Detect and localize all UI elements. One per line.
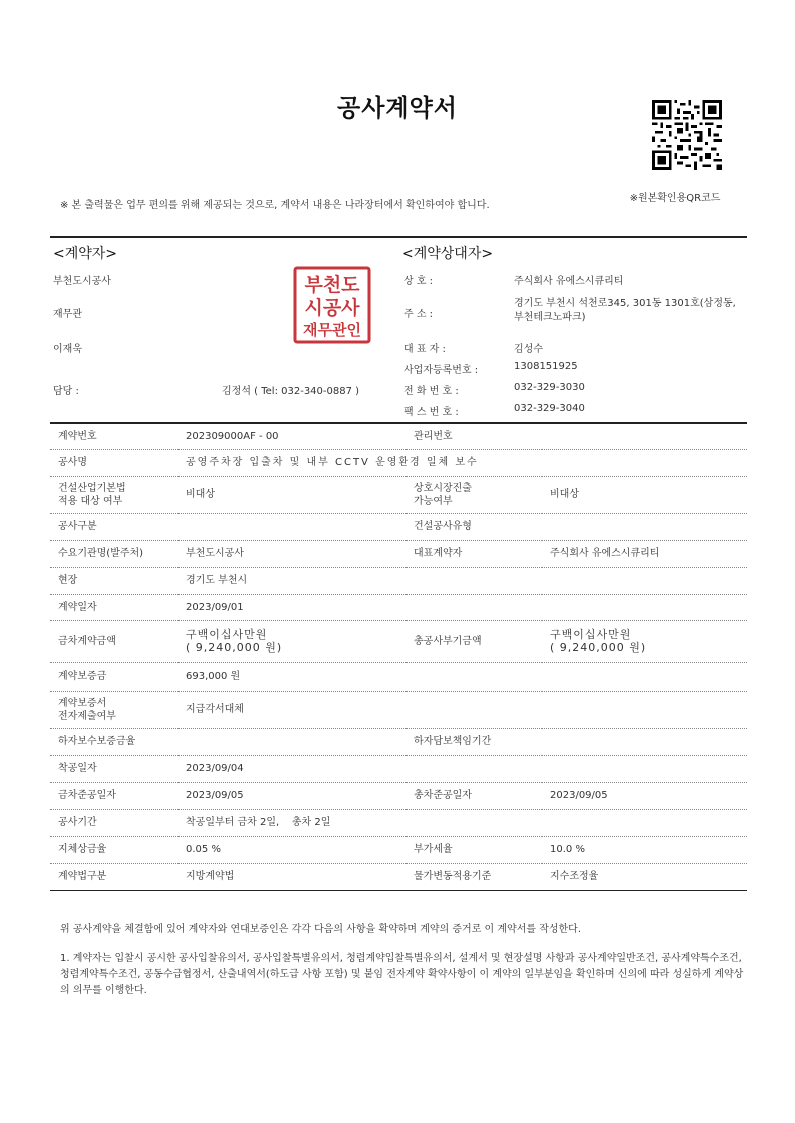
row-value [178, 513, 406, 540]
row-value [542, 809, 747, 836]
qr-label: ※원본확인용QR코드 [629, 193, 721, 204]
row-value: 2023/09/05 [178, 782, 406, 809]
row-label: 대표계약자 [406, 540, 542, 567]
row-value [178, 728, 406, 755]
row-label: 하자담보책임기간 [406, 728, 542, 755]
agreement-statement: 위 공사계약을 체결함에 있어 계약자와 연대보증인은 각각 다음의 사항을 확약하며 계약의 증거로 이 계약서를 작성한다. [60, 924, 582, 935]
row-value: 0.05 % [178, 836, 406, 863]
table-row [50, 476, 747, 513]
row-value: 비대상 [178, 476, 406, 513]
row-label: 하자보수보증금율 [50, 728, 178, 755]
row-label: 관리번호 [406, 424, 542, 449]
row-label: 건설공사유형 [406, 513, 542, 540]
cp-label-phone: 전 화 번 호 : [404, 386, 459, 397]
row-label: 공사명 [50, 449, 178, 476]
contractor-contact-value: 김정석 ( Tel: 032-340-0887 ) [222, 386, 360, 397]
row-label: 계약법구분 [50, 863, 178, 890]
row-value [542, 728, 747, 755]
row-label [406, 691, 542, 728]
row-label: 수요기관명(발주처) [50, 540, 178, 567]
cp-label-name: 상 호 : [404, 276, 434, 287]
contractor-org: 부천도시공사 [53, 276, 111, 287]
table-row [50, 836, 747, 863]
official-seal [293, 266, 371, 344]
row-label [406, 755, 542, 782]
cp-value-fax: 032-329-3040 [514, 403, 585, 414]
table-row [50, 755, 747, 782]
cp-value-name: 주식회사 유에스시큐리티 [514, 276, 624, 287]
cp-label-ceo: 대 표 자 : [404, 344, 446, 355]
row-label: 금차계약금액 [50, 620, 178, 662]
row-label: 건설산업기본법 적용 대상 여부 [50, 476, 178, 513]
contract-details-table [50, 424, 747, 891]
row-label: 금차준공일자 [50, 782, 178, 809]
row-label: 총차준공일자 [406, 782, 542, 809]
row-value: 지급각서대체 [178, 691, 406, 728]
row-label [406, 594, 542, 620]
row-value: 경기도 부천시 [178, 567, 406, 594]
table-row [50, 513, 747, 540]
svg-text:시공사: 시공사 [304, 297, 360, 319]
cp-label-address: 주 소 : [404, 309, 434, 320]
row-label: 착공일자 [50, 755, 178, 782]
table-row [50, 620, 747, 662]
row-label: 계약보증서 전자제출여부 [50, 691, 178, 728]
row-value: 착공일부터 금차 2일, 총차 2일 [178, 809, 406, 836]
top-divider [50, 236, 747, 238]
cp-label-fax: 팩 스 번 호 : [404, 407, 459, 418]
svg-text:부천도: 부천도 [304, 274, 360, 296]
row-label: 총공사부기금액 [406, 620, 542, 662]
row-label: 계약번호 [50, 424, 178, 449]
table-row [50, 691, 747, 728]
contractor-person: 이재욱 [53, 344, 82, 355]
agreement-clause-1: 1. 계약자는 입찰시 공시한 공사입찰유의서, 공사입찰특별유의서, 청렴계약입찰특별유의서, 설계서 및 현장설명 사항과 공사계약일반조건, 공사계약특수조건, 청렴계약특수조건, 공동수급협정서, 산출내역서(하도급 사항 포함) 및 붙임 전자계약 확약사항이 이 계약의 일부분임을 확인하며 신의에 따라 성실하게 계약상의 의무를 이행한다. [60, 953, 744, 996]
row-value: 주식회사 유에스시큐리티 [542, 540, 747, 567]
row-label [406, 662, 542, 691]
cp-value-phone: 032-329-3030 [514, 382, 585, 393]
table-row [50, 809, 747, 836]
contract-amount: 구백이십사만원 ( 9,240,000 원) [178, 620, 406, 662]
table-row [50, 540, 747, 567]
row-value: 10.0 % [542, 836, 747, 863]
row-label: 공사구분 [50, 513, 178, 540]
row-label: 지체상금율 [50, 836, 178, 863]
row-label [406, 567, 542, 594]
table-row [50, 449, 747, 476]
row-label: 계약일자 [50, 594, 178, 620]
counterparty-heading: <계약상대자> [402, 246, 494, 262]
row-value: 비대상 [542, 476, 747, 513]
row-value [542, 691, 747, 728]
contractor-heading: <계약자> [53, 246, 118, 262]
table-row [50, 863, 747, 890]
cp-value-bizno: 1308151925 [514, 361, 578, 372]
row-value: 2023/09/05 [542, 782, 747, 809]
row-value: 2023/09/01 [178, 594, 406, 620]
project-name: 공영주차장 입출차 및 내부 CCTV 운영환경 일체 보수 [178, 449, 747, 476]
contractor-role: 재무관 [53, 309, 82, 320]
row-value: 지수조정율 [542, 863, 747, 890]
table-row [50, 594, 747, 620]
row-value [542, 513, 747, 540]
row-value [542, 424, 747, 449]
row-label: 상호시장진출 가능여부 [406, 476, 542, 513]
table-row [50, 424, 747, 449]
cp-value-ceo: 김성수 [514, 344, 543, 355]
table-row [50, 782, 747, 809]
total-amount: 구백이십사만원 ( 9,240,000 원) [542, 620, 747, 662]
row-label: 공사기간 [50, 809, 178, 836]
row-value: 693,000 원 [178, 662, 406, 691]
cp-value-address: 경기도 부천시 석천로345, 301동 1301호(삼정동, 부천테크노파크) [514, 298, 736, 323]
row-label: 부가세율 [406, 836, 542, 863]
row-value [542, 755, 747, 782]
row-label: 물가변동적용기준 [406, 863, 542, 890]
svg-text:재무관인: 재무관인 [303, 321, 361, 339]
row-value [542, 567, 747, 594]
row-label [406, 809, 542, 836]
contractor-contact-label: 담당 : [53, 386, 79, 397]
table-row [50, 662, 747, 691]
cp-label-bizno: 사업자등록번호 : [404, 365, 479, 376]
row-value: 부천도시공사 [178, 540, 406, 567]
table-row [50, 567, 747, 594]
row-label: 계약보증금 [50, 662, 178, 691]
row-label: 현장 [50, 567, 178, 594]
notice-text: ※ 본 출력물은 업무 편의를 위해 제공되는 것으로, 계약서 내용은 나라장터에서 확인하여야 합니다. [60, 200, 490, 211]
qr-code-icon [652, 100, 722, 170]
row-value: 2023/09/04 [178, 755, 406, 782]
row-value [542, 662, 747, 691]
table-row [50, 728, 747, 755]
row-value: 지방계약법 [178, 863, 406, 890]
document-title: 공사계약서 [337, 94, 458, 122]
row-value [542, 594, 747, 620]
row-value: 202309000AF - 00 [178, 424, 406, 449]
